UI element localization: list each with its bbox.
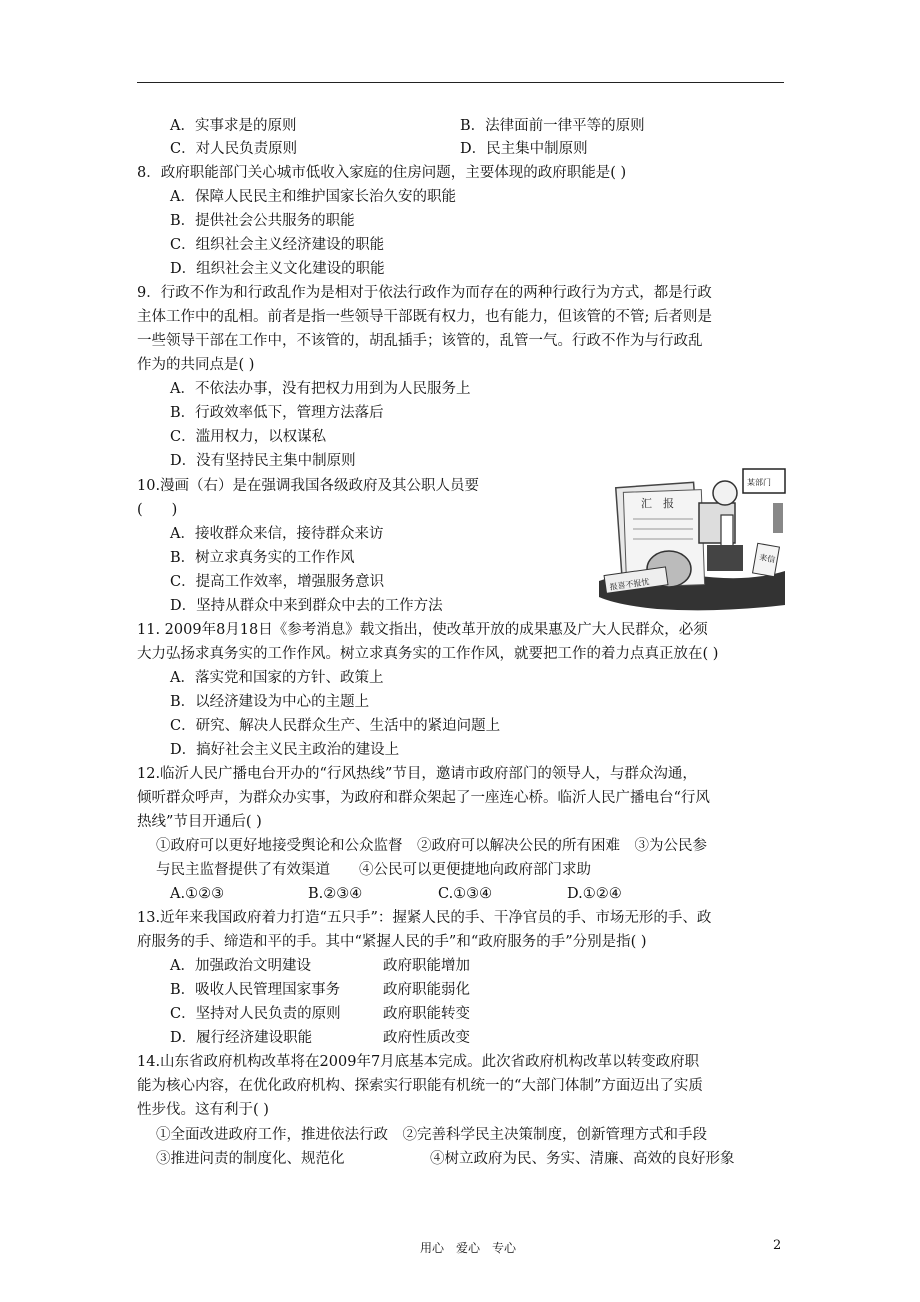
cartoon-banner-label: 报喜不报忧 [609,577,650,592]
text-line: B．树立求真务实的工作作风 [170,550,355,566]
text-line: 政府职能弱化 [383,982,470,998]
text-line: 12.临沂人民广播电台开办的“行风热线”节目，邀请市政府部门的领导人，与群众沟通， [137,766,697,782]
text-line: D.①②④ [567,886,622,902]
text-line: 10.漫画（右）是在强调我国各级政府及其公职人员要 [137,478,480,494]
text-line: 政府性质改变 [383,1030,470,1046]
text-line: D．搞好社会主义民主政治的建设上 [170,742,400,758]
page-footer: 用心 爱心 专心 [420,1241,517,1255]
text-line: ①全面改进政府工作，推进依法行政 ②完善科学民主决策制度，创新管理方式和手段 [156,1127,707,1143]
text-line: 主体工作中的乱相。前者是指一些领导干部既有权力，也有能力，但该管的不管; 后者则是 [137,309,712,325]
text-line: B．以经济建设为中心的主题上 [170,694,370,710]
text-line: ①政府可以更好地接受舆论和公众监督 ②政府可以解决公民的所有困难 ③为公民参 [156,838,707,854]
text-line: 9．行政不作为和行政乱作为是相对于依法行政作为而存在的两种行政行为方式，都是行政 [137,285,712,301]
text-line: 8．政府职能部门关心城市低收入家庭的住房问题，主要体现的政府职能是( ) [137,165,627,181]
cartoon-illustration [597,463,787,613]
text-line: A．不依法办事，没有把权力用到为人民服务上 [170,381,471,397]
text-line: ③推进问责的制度化、规范化 [156,1151,345,1167]
text-line: A．保障人民民主和维护国家长治久安的职能 [170,189,456,205]
text-line: B．吸收人民管理国家事务 [170,982,341,998]
text-line: D．组织社会主义文化建设的职能 [170,261,385,277]
text-line: 倾听群众呼声，为群众办实事，为政府和群众架起了一座连心桥。临沂人民广播电台“行风 [137,790,710,806]
header-rule [137,82,784,83]
text-line: A.①②③ [170,886,225,902]
text-line: 大力弘扬求真务实的工作作风。树立求真务实的工作作风，就要把工作的着力点真正放在( ) [137,646,719,662]
page-number: 2 [773,1238,782,1253]
text-line: ④树立政府为民、务实、清廉、高效的良好形象 [430,1151,735,1167]
text-line: 13.近年来我国政府着力打造“五只手”：握紧人民的手、干净官员的手、市场无形的手、政 [137,910,712,926]
cartoon-department-label: 某部门 [747,478,771,487]
text-line: 府服务的手、缔造和平的手。其中“紧握人民的手”和“政府服务的手”分别是指( ) [137,934,647,950]
text-line: 性步伐。这有利于( ) [137,1102,269,1118]
text-line: 作为的共同点是( ) [137,357,255,373]
text-line: A．实事求是的原则 [170,118,297,134]
text-line: D．民主集中制原则 [460,141,588,157]
text-line: A．加强政治文明建设 [170,958,311,974]
text-line: 热线”节目开通后( ) [137,814,262,830]
text-line: C.①③④ [438,886,493,902]
text-line: 11. 2009年8月18日《参考消息》载文指出，使改革开放的成果惠及广大人民群众，必须 [137,622,708,638]
text-line: C．组织社会主义经济建设的职能 [170,237,385,253]
text-line: B．提供社会公共服务的职能 [170,213,355,229]
text-line: B.②③④ [308,886,363,902]
text-line: C．对人民负责原则 [170,141,298,157]
cartoon-report-label: 汇 报 [641,497,674,510]
text-line: C．提高工作效率，增强服务意识 [170,574,385,590]
text-line: B．法律面前一律平等的原则 [460,118,645,134]
text-line: C．坚持对人民负责的原则 [170,1006,341,1022]
text-line: C．滥用权力，以权谋私 [170,429,327,445]
text-line: D．履行经济建设职能 [170,1030,313,1046]
cartoon-letter-label: 来信 [758,552,776,565]
text-line: 政府职能增加 [383,958,470,974]
text-line: B．行政效率低下，管理方法落后 [170,405,384,421]
text-line: A．接收群众来信，接待群众来访 [170,526,384,542]
text-line: ( ) [137,502,178,518]
text-line: 能为核心内容，在优化政府机构、探索实行职能有机统一的“大部门体制”方面迈出了实质 [137,1078,703,1094]
text-line: A．落实党和国家的方针、政策上 [170,670,384,686]
text-line: 与民主监督提供了有效渠道 ④公民可以更便捷地向政府部门求助 [156,862,591,878]
text-line: 14.山东省政府机构改革将在2009年7月底基本完成。此次省政府机构改革以转变政府职 [137,1054,700,1070]
text-line: 一些领导干部在工作中，不该管的，胡乱插手；该管的，乱管一气。行政不作为与行政乱 [137,333,703,349]
text-line: D．坚持从群众中来到群众中去的工作方法 [170,598,443,614]
text-line: 政府职能转变 [383,1006,470,1022]
text-line: C．研究、解决人民群众生产、生活中的紧迫问题上 [170,718,501,734]
text-line: D．没有坚持民主集中制原则 [170,453,356,469]
